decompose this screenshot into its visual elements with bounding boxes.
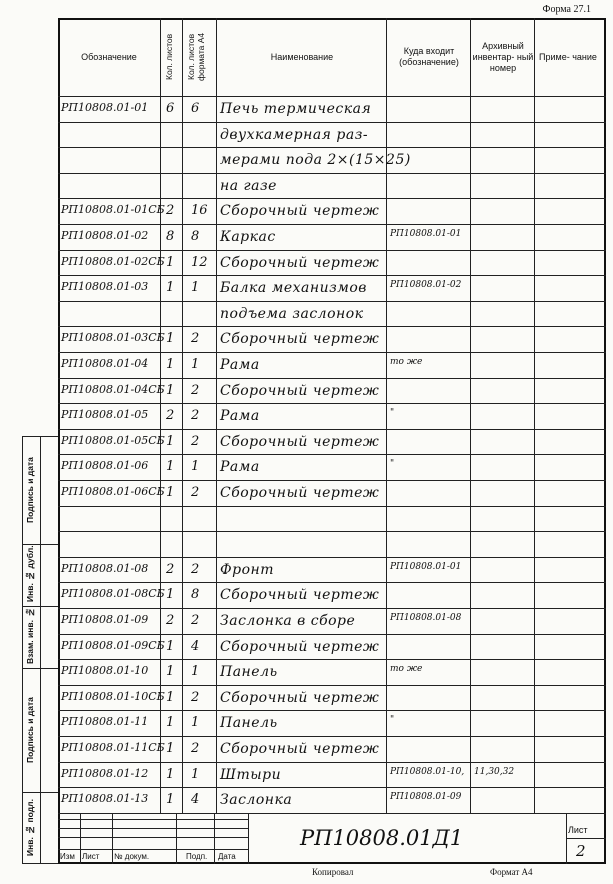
grid-line <box>58 173 606 174</box>
cell-designation: РП10808.01-03СБ <box>61 331 165 345</box>
grid-line <box>58 710 606 711</box>
grid-line <box>58 608 606 609</box>
cell-a4-count: 2 <box>191 689 200 705</box>
grid-line <box>58 659 606 660</box>
cell-where-used: РП10808.01-02 <box>390 280 462 291</box>
cell-sheet-count: 2 <box>166 561 175 577</box>
side-label: Взам. инв. № <box>25 607 35 664</box>
grid-line <box>58 96 606 97</box>
document-code: РП10808.01Д1 <box>300 826 464 850</box>
cell-name: Штыри <box>220 766 282 783</box>
grid-line <box>58 122 606 123</box>
grid-line <box>386 18 387 813</box>
cell-a4-count: 2 <box>191 331 200 347</box>
grid-line <box>58 582 606 583</box>
cell-designation: РП10808.01-04СБ <box>61 382 165 396</box>
cell-name: Сборочный чертеж <box>220 485 380 501</box>
cell-a4-count: 2 <box>191 408 200 424</box>
cell-sheet-count: 1 <box>166 664 175 680</box>
cell-sheet-count: 1 <box>166 741 175 756</box>
grid-line <box>58 828 248 829</box>
cell-designation: РП10808.01-02 <box>61 229 149 242</box>
cell-where-used: " <box>390 715 395 726</box>
header-where-used: Куда входит (обозначение) <box>399 46 459 67</box>
cell-a4-count: 2 <box>191 561 200 577</box>
cell-sheet-count: 6 <box>166 101 175 116</box>
cell-sheet-count: 1 <box>166 715 175 731</box>
grid-line <box>58 762 606 763</box>
grid-line <box>80 813 81 864</box>
grid-line <box>58 813 606 814</box>
cell-archive: 11,30,32 <box>474 766 515 777</box>
cell-where-used: РП10808.01-08 <box>390 613 462 623</box>
stamp-col-change: Изм <box>60 852 75 861</box>
cell-a4-count: 1 <box>191 459 200 475</box>
cell-designation: РП10808.01-09СБ <box>61 638 165 652</box>
cell-a4-count: 1 <box>191 280 200 296</box>
header-designation: Обозначение <box>81 51 137 62</box>
cell-designation: РП10808.01-01 <box>61 101 149 114</box>
cell-designation: РП10808.01-05СБ <box>61 433 165 447</box>
grid-line <box>58 224 606 225</box>
cell-sheet-count: 2 <box>166 203 175 219</box>
cell-designation: РП10808.01-09 <box>61 613 149 626</box>
cell-where-used: то же <box>390 664 423 675</box>
cell-designation: РП10808.01-11 <box>61 715 149 729</box>
side-label: Инв. № подл. <box>25 799 35 857</box>
cell-designation: РП10808.01-06СБ <box>61 485 165 498</box>
cell-name: Заслонка <box>220 792 293 809</box>
side-divider <box>40 606 41 668</box>
cell-sheet-count: 2 <box>166 408 175 424</box>
cell-designation: РП10808.01-11СБ <box>61 741 165 754</box>
cell-name: двухкамерная раз- <box>220 126 369 143</box>
grid-line <box>58 250 606 251</box>
grid-line <box>58 480 606 481</box>
grid-line <box>58 403 606 404</box>
grid-line <box>58 506 606 507</box>
cell-name: Сборочный чертеж <box>220 587 380 604</box>
grid-line <box>58 198 606 199</box>
side-label: Инв. № дубл. <box>25 545 35 602</box>
grid-line <box>58 557 606 558</box>
cell-name: Рама <box>220 357 260 373</box>
cell-sheet-count: 1 <box>166 331 175 347</box>
cell-name: Сборочный чертеж <box>220 254 380 271</box>
cell-a4-count: 6 <box>191 101 200 116</box>
cell-name: Заслонка в сборе <box>220 613 356 629</box>
grid-line <box>248 813 249 864</box>
cell-sheet-count: 1 <box>166 638 175 654</box>
cell-sheet-count: 1 <box>166 485 175 500</box>
cell-a4-count: 1 <box>191 766 200 782</box>
cell-sheet-count: 1 <box>166 766 175 782</box>
cell-sheet-count: 1 <box>166 382 175 398</box>
grid-line <box>58 326 606 327</box>
cell-sheet-count: 1 <box>166 459 175 475</box>
cell-name: Сборочный чертеж <box>220 382 380 399</box>
cell-a4-count: 16 <box>191 203 208 219</box>
cell-a4-count: 2 <box>191 741 200 756</box>
cell-name: Панель <box>220 715 278 732</box>
grid-line <box>58 378 606 379</box>
cell-a4-count: 8 <box>191 229 200 244</box>
cell-where-used: то же <box>390 357 423 367</box>
cell-where-used: " <box>390 408 395 419</box>
cell-a4-count: 8 <box>191 587 200 603</box>
cell-sheet-count: 1 <box>166 280 175 296</box>
cell-a4-count: 12 <box>191 254 208 270</box>
cell-name: Сборочный чертеж <box>220 638 380 655</box>
cell-name: на газе <box>220 177 277 194</box>
cell-name: Фронт <box>220 561 275 578</box>
side-divider <box>40 544 41 606</box>
cell-a4-count: 1 <box>191 664 200 680</box>
cell-designation: РП10808.01-08СБ <box>61 587 165 601</box>
grid-line <box>58 787 606 788</box>
cell-designation: РП10808.01-10СБ <box>61 689 165 703</box>
cell-a4-count: 1 <box>191 715 200 731</box>
grid-line <box>58 736 606 737</box>
grid-line <box>58 301 606 302</box>
header-name: Наименование <box>270 51 334 62</box>
footer-copied: Копировал <box>312 867 354 877</box>
stamp-sheet-number: 2 <box>576 842 586 860</box>
cell-name: Балка механизмов <box>220 280 367 297</box>
cell-sheet-count: 1 <box>166 433 175 449</box>
cell-designation: РП10808.01-03 <box>61 280 149 294</box>
cell-a4-count: 2 <box>191 485 200 500</box>
grid-line <box>112 813 113 864</box>
grid-line <box>58 352 606 353</box>
cell-a4-count: 4 <box>191 792 200 808</box>
cell-name: Сборочный чертеж <box>220 331 380 348</box>
stamp-col-sheet: Лист <box>82 852 100 861</box>
cell-name: мерами пода 2×(15×25) <box>220 152 411 169</box>
cell-sheet-count: 1 <box>166 357 175 372</box>
cell-designation: РП10808.01-12 <box>61 766 149 780</box>
cell-name: Рама <box>220 459 260 476</box>
cell-name: Сборочный чертеж <box>220 433 380 450</box>
cell-designation: РП10808.01-13 <box>61 792 149 806</box>
grid-line <box>182 18 183 813</box>
cell-a4-count: 2 <box>191 613 200 628</box>
side-divider <box>40 792 41 864</box>
side-divider <box>40 436 41 544</box>
cell-name: Рама <box>220 408 260 425</box>
side-label: Подпись и дата <box>25 697 35 763</box>
grid-line <box>58 634 606 635</box>
grid-line <box>58 147 606 148</box>
cell-name: Печь термическая <box>220 101 372 117</box>
cell-sheet-count: 1 <box>166 587 175 603</box>
grid-line <box>58 531 606 532</box>
cell-where-used: РП10808.01-01 <box>390 229 462 239</box>
header-archive: Архивный инвентар- ный номер <box>472 40 534 73</box>
cell-sheet-count: 2 <box>166 613 175 628</box>
grid-line <box>58 454 606 455</box>
grid-line <box>58 429 606 430</box>
grid-line <box>470 18 471 813</box>
cell-name: Сборочный чертеж <box>220 203 380 220</box>
header-a4-count: Кол. листов формата А4 <box>186 32 206 82</box>
stamp-col-doc: № докум. <box>114 852 150 861</box>
grid-line <box>58 849 248 850</box>
cell-designation: РП10808.01-04 <box>61 357 149 370</box>
cell-sheet-count: 8 <box>166 229 175 244</box>
grid-line <box>534 18 535 813</box>
side-label: Подпись и дата <box>25 457 35 523</box>
cell-a4-count: 1 <box>191 357 200 372</box>
cell-name: подъема заслонок <box>220 305 364 322</box>
grid-line <box>58 275 606 276</box>
grid-line <box>58 819 248 820</box>
cell-where-used: РП10808.01-10, <box>390 766 465 777</box>
header-sheet-count: Кол. листов <box>164 33 174 81</box>
cell-designation: РП10808.01-02СБ <box>61 254 165 268</box>
grid-line <box>176 813 177 864</box>
grid-line <box>214 813 215 864</box>
grid-line <box>216 18 217 813</box>
cell-sheet-count: 1 <box>166 792 175 808</box>
cell-where-used: РП10808.01-09 <box>390 792 462 803</box>
cell-name: Сборочный чертеж <box>220 741 380 757</box>
cell-designation: РП10808.01-05 <box>61 408 149 422</box>
side-divider <box>40 668 41 792</box>
header-note: Приме- чание <box>539 51 597 62</box>
cell-designation: РП10808.01-01СБ <box>61 203 165 217</box>
cell-a4-count: 2 <box>191 382 200 398</box>
cell-designation: РП10808.01-08 <box>61 561 149 575</box>
cell-sheet-count: 1 <box>166 254 175 270</box>
cell-designation: РП10808.01-10 <box>61 664 149 678</box>
cell-name: Каркас <box>220 229 276 245</box>
footer-format: Формат А4 <box>490 867 533 877</box>
form-label: Форма 27.1 <box>542 4 591 15</box>
cell-a4-count: 4 <box>191 638 200 654</box>
grid-line <box>58 837 248 838</box>
stamp-sheet-label: Лист <box>568 825 588 835</box>
grid-line <box>58 685 606 686</box>
cell-name: Сборочный чертеж <box>220 689 380 706</box>
stamp-col-sign: Подп. <box>186 852 208 861</box>
cell-a4-count: 2 <box>191 433 200 449</box>
cell-designation: РП10808.01-06 <box>61 459 149 473</box>
cell-where-used: " <box>390 459 395 470</box>
cell-where-used: РП10808.01-01 <box>390 561 462 572</box>
grid-line <box>566 838 606 839</box>
stamp-col-date: Дата <box>218 852 236 861</box>
cell-sheet-count: 1 <box>166 689 175 705</box>
cell-name: Панель <box>220 664 278 681</box>
